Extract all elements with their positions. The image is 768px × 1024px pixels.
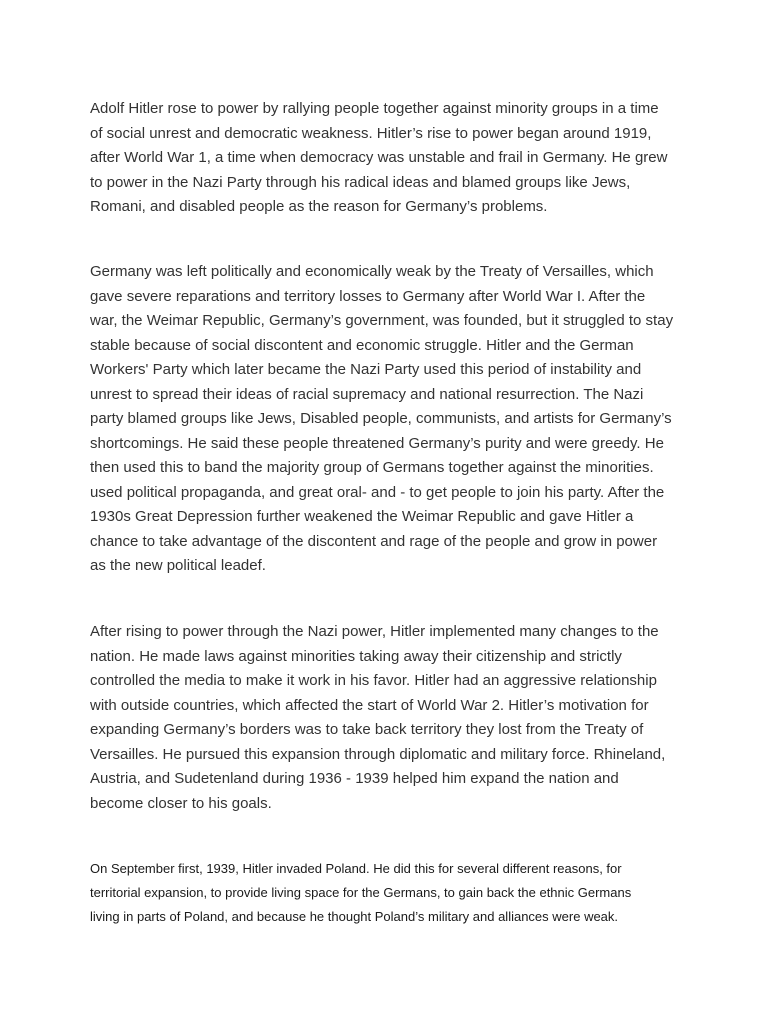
paragraph-invasion-of-poland: On September first, 1939, Hitler invaded Poland. He did this for several different reasons, for territorial expansion, to provide living space for the Germans, to gain back the ethnic Germans living in parts of Poland, and because he thought Poland’s military and alliances were weak. (90, 861, 632, 924)
paragraph-changes-to-nation: After rising to power through the Nazi power, Hitler implemented many changes to the nation. He made laws against minorities taking away their citizenship and strictly controlled the media to make it work in his favor. Hitler had an aggressive relationship with outside countries, which affected the start of World War 2. Hitler’s motivation for expanding Germany’s borders was to take back territory they lost from the Treaty of Versailles. He pursued this expansion through diplomatic and military force. Rhineland, Austria, and Sudetenland during 1936 - 1939 helped him expand the nation and become closer to his goals. (90, 623, 666, 812)
paragraph-treaty-of-versailles: Germany was left politically and economically weak by the Treaty of Versailles, which gave severe reparations and territory losses to Germany after World War I. After the war, the Weimar Republic, Germany’s government, was founded, but it struggled to stay stable because of social discontent and economic struggle. Hitler and the German Workers' Party which later became the Nazi Party used this period of instability and unrest to spread their ideas of racial supremacy and national resurrection. The Nazi party blamed groups like Jews, Disabled people, communists, and artists for Germany’s shortcomings. He said these people threatened Germany’s purity and were greedy. He then used this to band the majority group of Germans together against the minorities. used political propaganda, and great oral- and - to get people to join his party. After the 1930s Great Depression further weakened the Weimar Republic and gave Hitler a chance to take advantage of the discontent and rage of the people and grow in power as the new political leadef. (90, 263, 674, 574)
paragraph-hitler-rise: Adolf Hitler rose to power by rallying people together against minority groups in a time of social unrest and democratic weakness. Hitler’s rise to power began around 1919, after World War 1, a time when democracy was unstable and frail in Germany. He grew to power in the Nazi Party through his radical ideas and blamed groups like Jews, Romani, and disabled people as the reason for Germany’s problems. (90, 100, 668, 215)
